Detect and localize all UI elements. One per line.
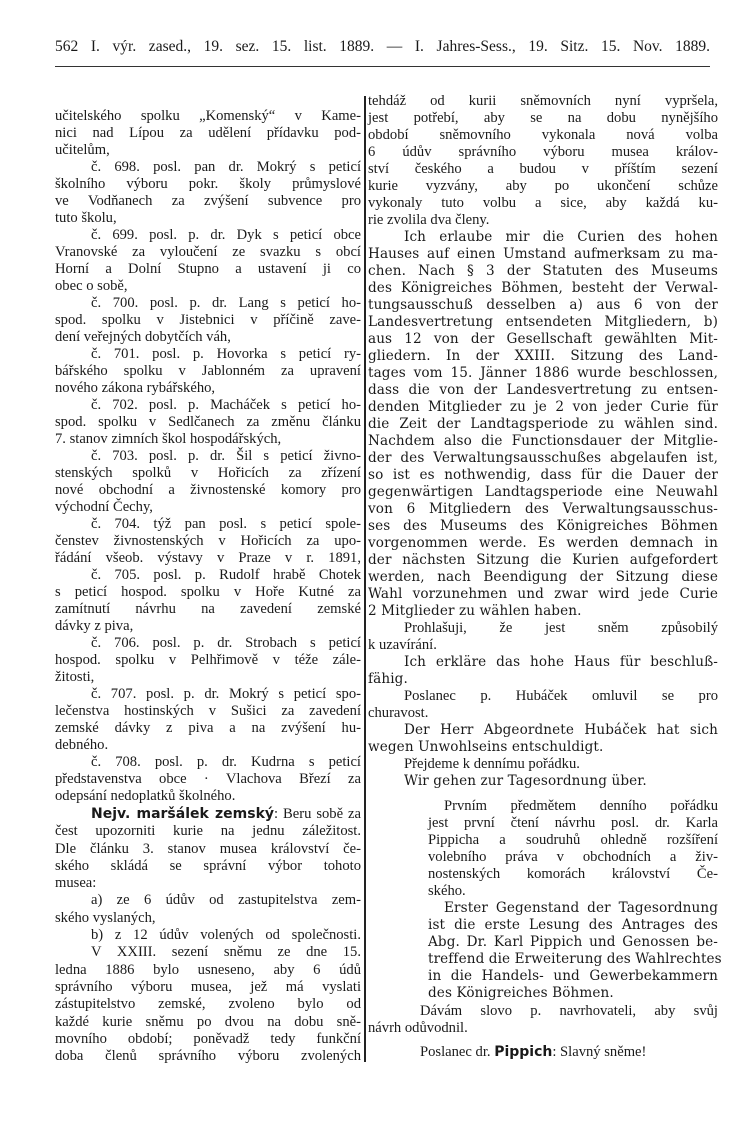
text-line: b) z 12 údův volených od společnosti.	[91, 927, 361, 944]
text-line: treffend die Erweiterung des Wahlrechtes	[428, 951, 722, 967]
text-line: č. 705. posl. p. Rudolf hrabě Chotek	[91, 567, 361, 583]
text-line: dení veřejných dobytčích váh,	[55, 329, 231, 345]
text-line: von 6 Mitgliedern des Verwaltungsausschus-	[368, 501, 718, 517]
petition-list	[55, 108, 361, 805]
text-line: ství českého a budou v příštím sezení	[368, 161, 718, 177]
text-line: tuto školu,	[55, 210, 117, 226]
text-line: řádání všeob. výstavy v Praze v r. 1891,	[55, 550, 361, 566]
text-line: 2 Mitglieder zu wählen haben.	[368, 603, 582, 619]
text-line: 6 údův správního výboru musea králov-	[368, 144, 718, 160]
text-line: návrh odůvodnil.	[368, 1020, 468, 1036]
speaker-name: Nejv. maršálek zemský	[91, 806, 274, 822]
text-line: gegenwärtigen Landtagsperiode eine Neuwahl	[368, 484, 718, 500]
closing-speech	[368, 1044, 718, 1061]
text-line: správního výboru musea, jež má vyslati	[55, 978, 361, 995]
running-head: 562 I. výr. zased., 19. sez. 15. list. 1889. — I. Jahres-Sess., 19. Sitz. 15. Nov. 1889.	[55, 38, 710, 55]
text-line: so ist es nothwendig, dass für die Dauer der	[368, 467, 718, 483]
text-line: hospod. spolku v Pelhřimově v téže zále-	[55, 652, 361, 668]
text-line: der nächsten Sitzung die Kurien aufgefordert	[368, 552, 718, 568]
closing-lead: Poslanec dr.	[420, 1044, 491, 1060]
text-line: Wir gehen zur Tagesordnung über.	[404, 773, 647, 789]
closing-line	[368, 1044, 718, 1061]
column-divider	[364, 96, 366, 1062]
text-line: č. 701. posl. p. Hovorka s peticí ry-	[91, 346, 361, 362]
text-line: kurie vyzvány, aby po ukončení schůze	[368, 178, 718, 194]
text-line: Horní a Dolní Stupno a ustavení ji co	[55, 261, 361, 277]
text-line: Prvním předmětem denního pořádku	[444, 798, 718, 814]
text-line: zemské dávky z piva a na zvýšení hu-	[55, 720, 361, 736]
text-line: spod. spolku v Sedlčanech za změnu článku	[55, 414, 361, 430]
text-line: ského.	[428, 883, 466, 899]
speaker-name: Pippich	[494, 1044, 553, 1060]
text-line: zamítnutí návrhu na zavedení zemské	[55, 601, 361, 617]
text-line: dávky z piva,	[55, 618, 134, 634]
text-line: chen. Nach § 3 der Statuten des Museums	[368, 263, 718, 279]
text-line: období sněmovního vykonala nová volba	[368, 127, 718, 143]
text-line: Nachdem also die Functionsdauer der Mitglie-	[368, 433, 718, 449]
text-line: spod. spolku v Jistebnici v příčině zave-	[55, 312, 361, 328]
text-line: č. 699. posl. p. dr. Dyk s peticí obce	[91, 227, 361, 243]
text-line: der des Verwaltungsausschußes abgelaufen ist,	[368, 450, 718, 466]
text-line: obec o sobě,	[55, 278, 128, 294]
text-line: odepsání nedoplatků školného.	[55, 788, 236, 804]
text-line: a) ze 6 údův od zastupitelstva zem-	[91, 892, 361, 909]
text-line: churavost.	[368, 705, 429, 721]
text-line: představenstva obce · Vlachova Březí za	[55, 771, 361, 787]
text-line: wegen Unwohlseins entschuldigt.	[368, 739, 604, 755]
text-line: vorgenommen werde. Es werden demnach in	[368, 535, 718, 551]
text-line: č. 698. posl. pan dr. Mokrý s peticí	[91, 159, 361, 175]
text-line: Hauses auf einen Umstand aufmerksam zu ma-	[368, 246, 718, 262]
text-line: doba členů správního výboru zvolených	[55, 1048, 361, 1065]
text-line: werden, nach Beendigung der Sitzung diese	[368, 569, 718, 585]
text-line: č. 706. posl. p. dr. Strobach s peticí	[91, 635, 361, 651]
text-line: tehdáž od kurii sněmovních nyní vypršela,	[368, 93, 718, 109]
text-line: s peticí hospod. spolku v Hoře Kutné za	[55, 584, 361, 600]
text-line: č. 704. týž pan posl. s peticí spole-	[91, 516, 361, 532]
text-line: volebního práva v obchodních a živ-	[428, 849, 718, 865]
text-line: žitosti,	[55, 669, 95, 685]
text-line: Prohlašuji, že jest sněm způsobilý	[404, 620, 718, 636]
text-line: čest upozorniti kurie na jednu záležitost.	[55, 823, 361, 840]
text-line: č. 708. posl. p. dr. Kudrna s peticí	[91, 754, 361, 770]
text-line: gliedern. In der XXIII. Sitzung des Land-	[368, 348, 718, 364]
closing-text: : Slavný sněme!	[552, 1044, 647, 1060]
text-line: Vranovské za vyloučení ze svazku s obcí	[55, 244, 361, 260]
text-line: stenských spolků v Hořicích za zřízení	[55, 465, 361, 481]
text-line: Přejdeme k dennímu pořádku.	[404, 756, 580, 772]
text-line: ledna 1886 bylo usneseno, aby 6 údů	[55, 961, 361, 978]
text-line: dass die von der Landesvertretung zu entsen-	[368, 382, 718, 398]
marshal-speech	[55, 806, 361, 1065]
text-line: nostenských komorách království Če-	[428, 866, 718, 882]
text-line: in die Handels- und Gewerbekammern	[428, 968, 718, 984]
text-line: vykonaly tuto volbu a sice, aby každá ku-	[368, 195, 718, 211]
text-line: 7. stanov zimních škol hospodářských,	[55, 431, 282, 447]
text-line: Wahl vorzunehmen und zwar wird jede Curie	[368, 586, 718, 602]
text-line: Der Herr Abgeordnete Hubáček hat sich	[404, 722, 718, 738]
text-line: č. 707. posl. p. dr. Mokrý s peticí spo-	[91, 686, 361, 702]
text-line: ses des Museums des Königreiches Böhmen	[368, 518, 718, 534]
text-line: die Zeit der Landtagsperiode zu wählen sind.	[368, 416, 718, 432]
speech-first-line	[55, 806, 361, 823]
text-line: lečenstva hostinských v Sušici za zavedení	[55, 703, 361, 719]
text-line: jest potřebí, aby se na dobu nynějšího	[368, 110, 718, 126]
text-line: bářského spolku v Jablonném za upravení	[55, 363, 361, 379]
floor-given	[368, 1003, 718, 1037]
right-column-text	[368, 93, 718, 790]
text-line: východní Čechy,	[55, 499, 153, 515]
text-line: des Königreiches Böhmen, besteht der Verwal-	[368, 280, 718, 296]
text-line: jest první čtení návrhu posl. dr. Karla	[428, 815, 718, 831]
text-line: ského vyslaných,	[55, 909, 156, 926]
text-line: zástupitelstvo zemské, zvoleno bylo od	[55, 996, 361, 1013]
text-line: tungsausschuß desselben a) aus 6 von der	[368, 297, 718, 313]
text-line: Ich erkläre das hohe Haus für beschluß-	[404, 654, 718, 670]
text-line: učitelského spolku „Komenský“ v Kame-	[55, 108, 361, 124]
text-line: č. 703. posl. p. dr. Šil s peticí živno-	[91, 448, 361, 464]
text-line: každé kurie sněmu po dvou na dobu sně-	[55, 1013, 361, 1030]
text-line: učitelům,	[55, 142, 110, 158]
text-line: tages vom 15. Jänner 1886 wurde beschlossen,	[368, 365, 718, 381]
text-line: Ich erlaube mir die Curien des hohen	[404, 229, 718, 245]
text-line: ského skládá se správní výbor tohoto	[55, 857, 361, 874]
text-line: nici nad Lípou za udělení přídavku pod-	[55, 125, 361, 141]
text-line: movního období; poněvadž tedy funkční	[55, 1030, 361, 1047]
text-line: ve Vodňanech za zvýšení subvence pro	[55, 193, 361, 209]
text-line: denden Mitglieder zu je 2 von jeder Curie für	[368, 399, 718, 415]
text-line: č. 702. posl. p. Macháček s peticí ho-	[91, 397, 361, 413]
text-line: školního výboru pokr. školy průmyslové	[55, 176, 361, 192]
text-line: fähig.	[368, 671, 408, 687]
text-line: Dávám slovo p. navrhovateli, aby svůj	[420, 1003, 718, 1019]
text-line: k uzavírání.	[368, 637, 437, 653]
header-rule	[55, 66, 710, 67]
text-line: Poslanec p. Hubáček omluvil se pro	[404, 688, 718, 704]
text-line: debného.	[55, 737, 109, 753]
text-line: des Königreiches Böhmen.	[428, 985, 614, 1001]
text-line: ist die erste Lesung des Antrages des	[428, 917, 718, 933]
text-line: č. 700. posl. p. dr. Lang s peticí ho-	[91, 295, 361, 311]
text-line: V XXIII. sezení sněmu ze dne 15.	[91, 944, 361, 961]
speech-text: : Beru sobě za	[274, 806, 361, 822]
text-line: Abg. Dr. Karl Pippich und Genossen be-	[428, 934, 718, 950]
text-line: Dle článku 3. stanov musea království če-	[55, 840, 361, 857]
text-line: aus 12 von der Gesellschaft gewählten Mit-	[368, 331, 718, 347]
text-line: Landesvertretung entsendeten Mitgliedern, b)	[368, 314, 718, 330]
text-line: rie zvolila dva členy.	[368, 212, 490, 228]
text-line: Erster Gegenstand der Tagesordnung	[444, 900, 718, 916]
agenda-item	[428, 798, 722, 1002]
text-line: nového zákona rybářského,	[55, 380, 216, 396]
text-line: Pippicha a soudruhů ohledně rozšíření	[428, 832, 718, 848]
text-line: čenstev živnostenských v Hořicích za upo-	[55, 533, 361, 549]
text-line: nové obchodní a živnostenské komory pro	[55, 482, 361, 498]
text-line: musea:	[55, 875, 97, 892]
